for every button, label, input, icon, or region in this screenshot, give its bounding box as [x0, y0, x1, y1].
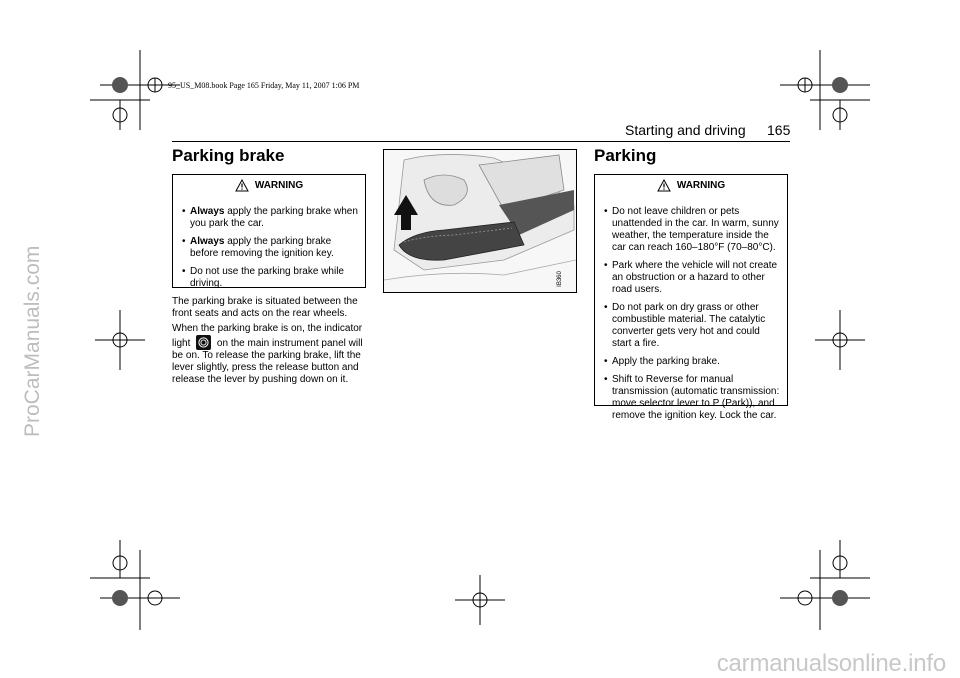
list-item: • Do not park on dry grass or other combustible material. The catalytic converter gets very hot and could start a fire.: [604, 302, 781, 350]
section-header: Starting and driving: [625, 122, 746, 138]
warning-title: WARNING: [173, 179, 365, 192]
list-item: • Apply the parking brake.: [604, 356, 781, 368]
parking-brake-heading: Parking brake: [172, 146, 285, 165]
list-item: • Always apply the parking brake before removing the ignition key.: [182, 236, 359, 260]
warning-triangle-icon: [235, 179, 249, 192]
parking-brake-warning-box: [172, 174, 366, 288]
parking-heading: Parking: [594, 146, 657, 165]
list-item: • Do not leave children or pets unattended in the car. In warm, sunny weather, the temperature inside the car can reach 160–180°F (70–80°C).: [604, 206, 781, 254]
sidebar-watermark: ProCarManuals.com: [21, 245, 44, 437]
book-info-line: 95_US_M08.book Page 165 Friday, May 11, 2007 1:06 PM: [168, 81, 360, 90]
warning-title: WARNING: [595, 179, 787, 192]
parking-brake-illustration: [383, 149, 577, 293]
list-item: • Always apply the parking brake when you park the car.: [182, 206, 359, 230]
list-item: • Park where the vehicle will not create an obstruction or a hazard to other road users.: [604, 260, 781, 296]
parking-brake-warning-list: [182, 206, 359, 296]
brake-location-paragraph: The parking brake is situated between the front seats and acts on the rear wheels.: [172, 296, 358, 319]
page-number: 165: [767, 122, 791, 138]
footer-watermark: carmanualsonline.info: [716, 650, 946, 677]
list-item: • Shift to Reverse for manual transmission (automatic transmission: move selector lever to P (Park)), and remove the ignition key. Lock the car.: [604, 374, 781, 422]
header-rule: [172, 141, 790, 142]
brake-release-paragraph: When the parking brake is on, the indicator light on the main instrument panel will be on. To release the parking brake, lift the lever slightly, press the release button and release the lever by pushing down on it.: [172, 323, 363, 385]
illustration-code: IB360: [556, 271, 563, 287]
parking-warning-box: [594, 174, 788, 421]
list-item: • Do not use the parking brake while driving.: [182, 266, 359, 290]
warning-triangle-icon: [657, 179, 671, 192]
parking-brake-indicator-icon: [196, 335, 211, 350]
parking-warning-list: [604, 206, 781, 428]
parking-brake-lever-illustration: [384, 150, 576, 292]
